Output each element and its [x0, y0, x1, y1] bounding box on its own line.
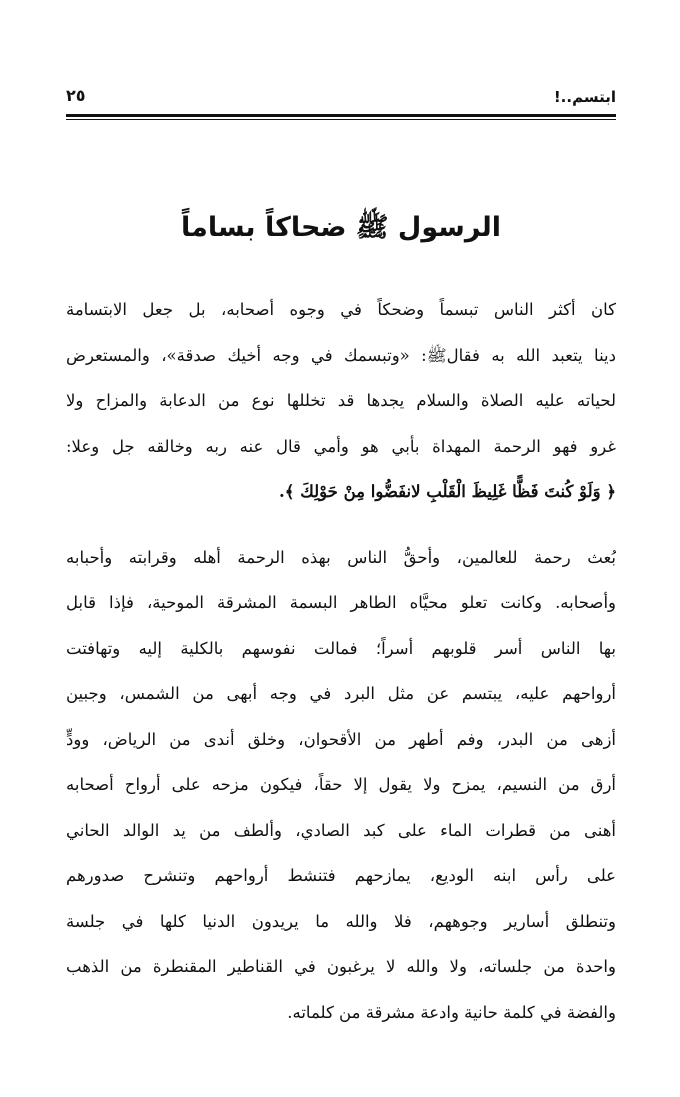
text-line: على رأس ابنه الوديع، يمازحهم فتنشط أرواحهم وتنشرح صدورهم — [66, 866, 616, 885]
header-rule-thick — [66, 114, 616, 117]
text-line: والفضة في كلمة حانية وادعة مشرقة من كلماته. — [287, 1002, 616, 1022]
text-line: بها الناس أسر قلوبهم أسراً؛ فمالت نفوسهم بالكلية إليه وتهافتت — [66, 638, 616, 658]
text-line: واحدة من جلساته، ولا والله لا يرغبون في القناطير المقنطرة من الذهب — [66, 957, 616, 976]
paragraph-2 — [66, 535, 616, 1036]
text-line: لحياته عليه الصلاة والسلام يجدها قد تخللها نوع من الدعابة والمزاح ولا — [66, 391, 616, 410]
text-line: وتنطلق أسارير وجوههم، فلا والله ما يريدون الدنيا كلها في جلسة — [66, 911, 616, 931]
text-line: أهنى من قطرات الماء على كبد الصادي، وألطف من يد الوالد الحاني — [66, 820, 616, 840]
text-line: غرو فهو الرحمة المهداة بأبي هو وأمي قال عنه ربه وخالقه جل وعلا: — [66, 436, 616, 456]
body-text — [66, 287, 616, 1035]
page-number: ٢٥ — [66, 86, 86, 105]
header-rule-thin — [66, 119, 616, 120]
quran-verse-line: ﴿ وَلَوْ كُنتَ فَظًّا غَلِيظَ الْقَلْبِ لانفَضُّوا مِنْ حَوْلِكَ ﴾. — [279, 482, 616, 501]
text-line: أرواحهم عليه، يبتسم عن مثل البرد في وجه أبهى من الشمس، وجبين — [66, 684, 616, 703]
text-line: كان أكثر الناس تبسماً وضحكاً في وجوه أصحابه، بل جعل الابتسامة — [66, 300, 616, 319]
text-line: أرق من النسيم، يمزح ولا يقول إلا حقاً، فيكون مزحه على أرواح أصحابه — [66, 775, 616, 794]
chapter-title: الرسول ﷺ ضحاكاً بساماً — [180, 212, 502, 243]
text-line: أزهى من البدر، وفم أطهر من الأقحوان، وخلق أندى من الرياض، وودٍّ — [66, 729, 616, 749]
running-title: ابتسم..! — [553, 88, 616, 106]
text-line: دينا يتعبد الله به فقالﷺ: «وتبسمك في وجه أخيك صدقة»، والمستعرض — [66, 345, 616, 365]
paragraph-1 — [66, 287, 616, 515]
page-header — [66, 82, 616, 112]
text-line: وأصحابه. وكانت تعلو محيَّاه الطاهر البسمة المشرقة الموحية، فإذا قابل — [66, 593, 616, 612]
text-line: بُعث رحمة للعالمين، وأحقُّ الناس بهذه الرحمة أهله وقرابته وأحبابه — [66, 547, 616, 567]
